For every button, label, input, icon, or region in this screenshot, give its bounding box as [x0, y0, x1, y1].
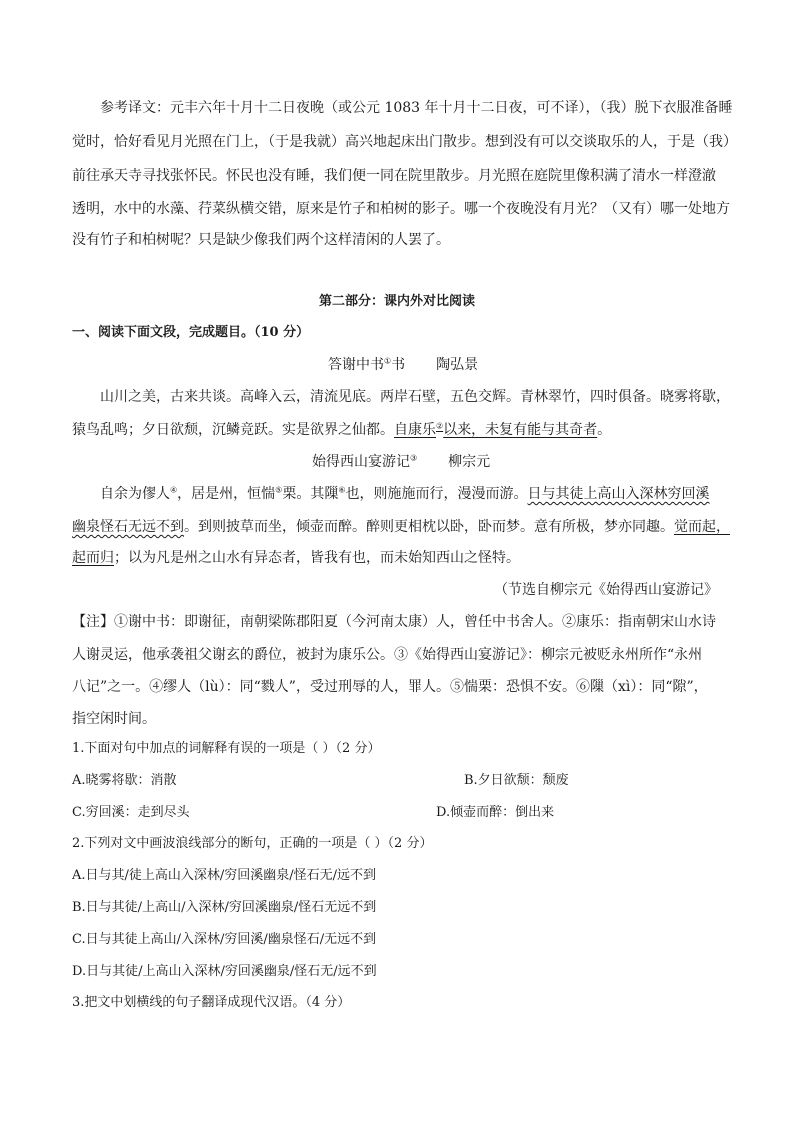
wavy-sentence-part-1: 日与其徒上高山入深林穷回溪 — [527, 486, 710, 502]
passage2-title-text: 始得西山宴游记 — [312, 454, 410, 470]
q2-stem: 2.下列对文中画波浪线部分的断句，正确的一项是（ ）（2 分） — [72, 836, 433, 851]
underlined-sentence-2b: 起而归 — [72, 550, 114, 566]
translation-line-1: 参考译文：元丰六年十月十二日夜晚（或公元 1083 年十月十二日夜，可不译），（我）脱下衣服准备睡 — [100, 100, 733, 116]
passage1-line-1: 山川之美，古来共谈。高峰入云，清流见底。两岸石壁，五色交辉。青林翠竹，四时俱备。晓雾将歇， — [100, 389, 730, 405]
translation-line-3: 前往承天寺寻找张怀民。怀民也没有睡，我们便一同在院里散步。月光照在庭院里像积满了清水一样澄澈 — [72, 168, 716, 184]
q1-option-d: D.倾壶而醉：倒出来 — [436, 805, 555, 820]
passage2-line-2 — [72, 517, 730, 537]
q1-stem: 1.下面对句中加点的词解释有误的一项是（ ）（2 分） — [72, 741, 381, 756]
passage1-title-text: 答谢中书 — [328, 357, 384, 373]
notes-line-1: 【注】①谢中书：即谢征，南朝梁陈郡阳夏（今河南太康）人，曾任中书舍人。②康乐：指南朝宋山水诗 — [72, 614, 716, 630]
passage2-line-1 — [100, 484, 710, 504]
underlined-sentence-1b: 以来，未复有能与其奇者 — [443, 422, 598, 438]
passage1-line-2-text: 猿鸟乱鸣；夕日欲颓，沉鳞竞跃。实是欲界之仙都。 — [72, 422, 394, 438]
note-marker-5: ⑤ — [275, 485, 283, 495]
passage2-line-3 — [72, 548, 520, 568]
passage2-seg-a: 自余为僇人 — [100, 486, 170, 502]
passage2-seg-f: ；以为凡是州之山水有异态者，皆我有也，而未始知西山之怪特。 — [114, 550, 520, 566]
translation-line-4: 透明，水中的水藻、荇菜纵横交错，原来是竹子和柏树的影子。哪一个夜晚没有月光？（又有）哪一处地方 — [72, 201, 730, 217]
q2-option-a: A.日与其/徒上高山入深林/穷回溪幽泉/怪石无/远不到 — [72, 868, 377, 883]
note-marker-6: ⑥ — [338, 485, 346, 495]
notes-line-2: 人谢灵运，他承袭祖父谢玄的爵位，被封为康乐公。③《始得西山宴游记》：柳宗元被贬永州所作“永州 — [72, 647, 703, 663]
passage1-author: 陶弘景 — [436, 357, 479, 373]
translation-line-5: 没有竹子和柏树呢？只是缺少像我们两个这样清闲的人罢了。 — [72, 232, 450, 248]
passage2-title-note: ③ — [410, 453, 418, 463]
q2-option-d: D.日与其徒/上高山入深林/穷回溪幽泉/怪石无/远不到 — [72, 964, 377, 979]
notes-line-4: 指空闲时间。 — [72, 711, 156, 727]
q1-option-b: B.夕日欲颓：颓废 — [464, 773, 569, 788]
q1-option-a: A.晓雾将歇：消散 — [72, 773, 177, 788]
passage2-author: 柳宗元 — [448, 454, 491, 470]
passage2-seg-c: 栗。其隟 — [282, 486, 339, 502]
q1-option-c: C.穷回溪：走到尽头 — [72, 805, 190, 820]
q3-stem: 3.把文中划横线的句子翻译成现代汉语。（4 分） — [72, 995, 351, 1010]
note-marker-2: ② — [436, 421, 444, 431]
passage1-line-2 — [72, 420, 611, 440]
passage2-seg-e: 。到则披草而坐，倾壶而醉。醉则更相枕以卧，卧而梦。意有所极，梦亦同趣。 — [184, 519, 674, 535]
translation-line-2: 觉时，恰好看见月光照在门上，（于是我就）高兴地起床出门散步。想到没有可以交谈取乐的人，于是（我） — [72, 134, 737, 150]
question-heading: 一、阅读下面文段，完成题目。（10 分） — [72, 325, 310, 340]
section-title: 第二部分：课内外对比阅读 — [318, 294, 475, 309]
passage2-source: （节选自柳宗元《始得西山宴游记》 — [494, 582, 718, 598]
notes-line-3: 八记”之一。④缪人（lù）：同“戮人”，受过刑辱的人，罪人。⑤惴栗：恐惧不安。⑥隟（xì）：同“隙”， — [72, 679, 708, 695]
note-marker-4: ④ — [170, 485, 178, 495]
underlined-sentence-2a: 觉而起， — [674, 519, 730, 535]
underlined-sentence-1a: 自康乐 — [394, 422, 436, 438]
passage2-seg-b: ，居是州，恒惴 — [177, 486, 276, 502]
passage1-title-tail: 书 — [391, 357, 406, 373]
passage2-title — [312, 452, 490, 472]
passage2-seg-d: 也，则施施而行，漫漫而游。 — [345, 486, 528, 502]
q2-option-b: B.日与其徒/上高山/入深林/穷回溪幽泉/怪石无远不到 — [72, 900, 377, 915]
wavy-sentence-part-2: 幽泉怪石无远不到 — [72, 519, 184, 535]
passage1-title-note: ① — [384, 356, 392, 366]
passage1-title — [328, 355, 478, 375]
passage1-line-2-end: 。 — [597, 422, 612, 438]
q2-option-c: C.日与其徒上高山/入深林/穷回溪/幽泉怪石/无远不到 — [72, 932, 377, 947]
